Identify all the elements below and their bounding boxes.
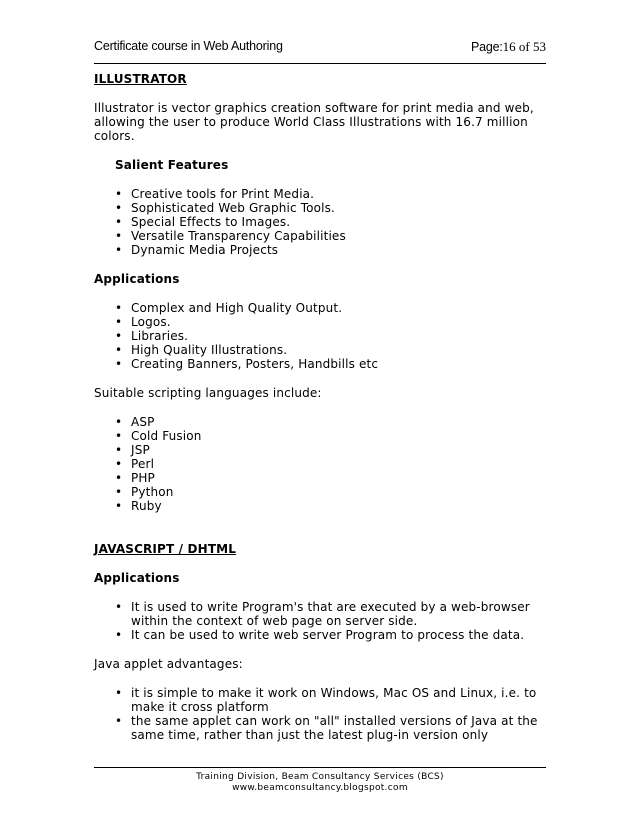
- page-number: [471, 39, 546, 55]
- illustrator-heading: ILLUSTRATOR: [94, 72, 187, 86]
- javascript-applications-heading: Applications: [94, 571, 180, 585]
- list-item-text: same time, rather than just the latest plug-in version only: [131, 728, 489, 742]
- list-item-text: it is simple to make it work on Windows, Mac OS and Linux, i.e. to: [131, 686, 537, 700]
- page-label: Page:: [470, 40, 503, 54]
- list-item: • JSP: [115, 443, 150, 457]
- page-content: [94, 72, 546, 742]
- list-item: • Ruby: [115, 499, 162, 513]
- list-item: • Libraries.: [115, 329, 189, 343]
- page-count: 16 of 53: [502, 39, 546, 54]
- list-item: • ASP: [115, 415, 155, 429]
- course-title: Certificate course in Web Authoring: [94, 39, 283, 53]
- list-item: • Sophisticated Web Graphic Tools.: [115, 201, 335, 215]
- scripting-languages-list: [94, 415, 546, 513]
- applet-intro: Java applet advantages:: [94, 657, 243, 671]
- intro-line: colors.: [94, 129, 135, 143]
- list-item-text: Dynamic Media Projects: [131, 243, 279, 257]
- list-item-text: Libraries.: [131, 329, 189, 343]
- list-item: • Cold Fusion: [115, 429, 202, 443]
- list-item-text: make it cross platform: [131, 700, 269, 714]
- list-item: • PHP: [115, 471, 155, 485]
- list-item-text: ASP: [131, 415, 155, 429]
- footer-website: www.beamconsultancy.blogspot.com: [232, 783, 408, 793]
- list-item: • Dynamic Media Projects: [115, 243, 279, 257]
- list-item-text: the same applet can work on "all" installed versions of Java at the: [131, 714, 538, 728]
- list-item-text: Creating Banners, Posters, Handbills etc: [131, 357, 379, 371]
- applet-advantages-list: [94, 686, 546, 742]
- list-item-text: It can be used to write web server Program to process the data.: [131, 628, 525, 642]
- list-item: • Complex and High Quality Output.: [115, 301, 343, 315]
- list-item-text: Cold Fusion: [131, 429, 202, 443]
- intro-line: Illustrator is vector graphics creation software for print media and web,: [94, 101, 534, 115]
- salient-features-heading: Salient Features: [115, 158, 229, 172]
- list-item-text: Versatile Transparency Capabilities: [131, 229, 346, 243]
- list-item-text: It is used to write Program's that are executed by a web-browser: [131, 600, 530, 614]
- illustrator-applications-list: [94, 301, 546, 371]
- list-item-text: Logos.: [131, 315, 171, 329]
- list-item-text: JSP: [131, 443, 150, 457]
- list-item-text: Sophisticated Web Graphic Tools.: [131, 201, 335, 215]
- list-item: • Perl: [115, 457, 155, 471]
- list-item: • Special Effects to Images.: [115, 215, 291, 229]
- list-item: • Creating Banners, Posters, Handbills etc: [115, 357, 379, 371]
- list-item-text: Creative tools for Print Media.: [131, 187, 315, 201]
- list-item: • Versatile Transparency Capabilities: [115, 229, 346, 243]
- list-item: • it is simple to make it work on Windows, Mac OS and Linux, i.e. to make it cross platform: [115, 686, 537, 714]
- page-footer: [94, 767, 546, 794]
- list-item-text: Ruby: [131, 499, 162, 513]
- illustrator-intro: [94, 101, 546, 143]
- list-item-text: Complex and High Quality Output.: [131, 301, 343, 315]
- list-item-text: PHP: [131, 471, 155, 485]
- list-item-text: within the context of web page on server side.: [131, 614, 418, 628]
- intro-line: allowing the user to produce World Class Illustrations with 16.7 million: [94, 115, 528, 129]
- list-item: • It is used to write Program's that are executed by a web-browser within the context of web page on server side.: [115, 600, 530, 628]
- list-item: • Python: [115, 485, 174, 499]
- list-item: • Creative tools for Print Media.: [115, 187, 315, 201]
- javascript-heading: JAVASCRIPT / DHTML: [94, 542, 237, 556]
- list-item: • It can be used to write web server Program to process the data.: [115, 628, 525, 642]
- salient-features-list: [94, 187, 546, 257]
- list-item-text: High Quality Illustrations.: [131, 343, 288, 357]
- list-item-text: Perl: [131, 457, 155, 471]
- page-header: [94, 39, 546, 64]
- list-item-text: Special Effects to Images.: [131, 215, 291, 229]
- list-item: • High Quality Illustrations.: [115, 343, 288, 357]
- footer-organization: Training Division, Beam Consultancy Services (BCS): [196, 772, 444, 782]
- list-item-text: Python: [131, 485, 174, 499]
- list-item: • the same applet can work on "all" installed versions of Java at the same time, rather than just the latest plug-in version only: [115, 714, 538, 742]
- scripting-intro: Suitable scripting languages include:: [94, 386, 322, 400]
- illustrator-applications-heading: Applications: [94, 272, 180, 286]
- javascript-applications-list: [94, 600, 546, 642]
- list-item: • Logos.: [115, 315, 171, 329]
